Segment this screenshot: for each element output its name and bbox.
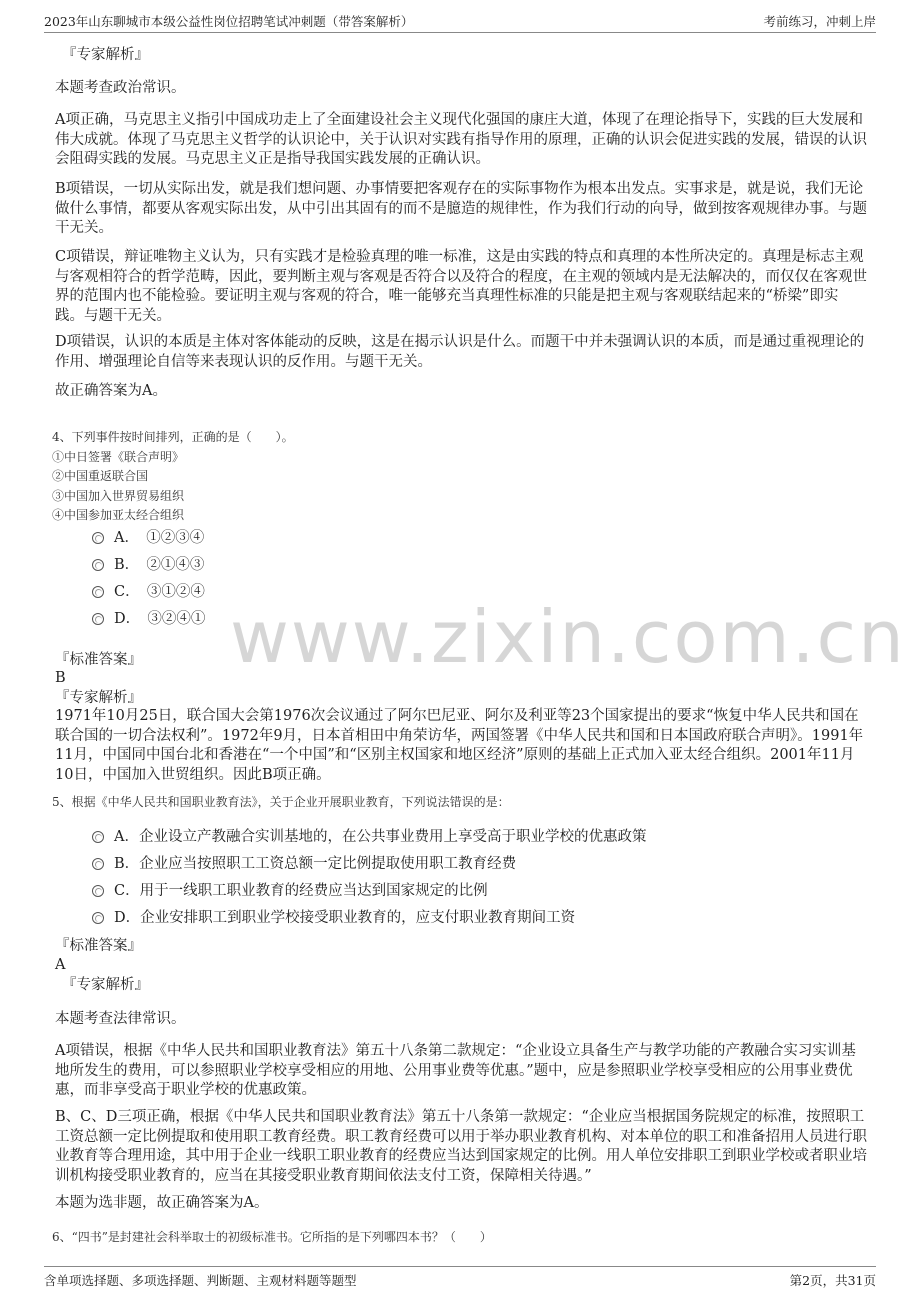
q3-analysis-paragraph: 本题考查政治常识。: [55, 80, 186, 96]
analysis-text: 1971年10月25日，联合国大会第1976次会议通过了阿尔巴尼亚、阿尔及利亚等23个国家提出的要求“恢复中华人民共和国在联合国的一切合法权利”。1972年9月，日本首相田中角荣访华，两国签署《中华人民共和国和日本国政府联合声明》。1991年11月，中国同中国台北和香港在“一个中国”和“区别主权国家和地区经济”原则的基础上正式加入亚太经合组织。2001年11月10日，中国加入世贸组织。因此B项正确。: [55, 708, 864, 783]
q3-analysis-paragraph: A项正确，马克思主义指引中国成功走上了全面建设社会主义现代化强国的康庄大道，体现了在理论指导下，实践的巨大发展和伟大成就。体现了马克思主义哲学的认识论中，关于认识对实践有指导作用的原理，正确的认识会促进实践的发展，错误的认识会阻碍实践的发展。马克思主义正是指导我国实践发展的正确认识。: [55, 112, 867, 167]
analysis-text: B、C、D三项正确，根据《中华人民共和国职业教育法》第五十八条第一款规定：“企业应当根据国务院规定的标准，按照职工工资总额一定比例提取和使用职工教育经费。职工教育经费可以用于举办职业教育机构、对本单位的职工和准备招用人员进行职业教育等合理用途，其中用于企业一线职工职业教育的经费应当达到国家规定的比例。用人单位安排职工到职业学校或者职业培训机构接受职业教育的，应当在其接受职业教育期间依法支付工资，保障相关待遇。”: [55, 1109, 867, 1184]
question-stem: 6、“四书”是封建社会科举取士的初级标准书。它所指的是下列哪四本书？（ ）: [52, 1230, 492, 1244]
analysis-label: 『专家解析』: [55, 690, 142, 706]
analysis-text: A项错误，根据《中华人民共和国职业教育法》第五十八条第二款规定：“企业设立具备生产与教学功能的产教融合实习实训基地所发生的费用，可以参照职业学校享受相应的用地、公用事业费等优惠。”题中，应是参照职业学校享受相应的公用事业费优惠，而非享受高于职业学校的优惠政策。: [55, 1043, 856, 1098]
radio-icon[interactable]: [92, 912, 104, 924]
document-title: 2023年山东聊城市本级公益性岗位招聘笔试冲刺题（带答案解析）: [44, 14, 414, 29]
option-b[interactable]: B．企业应当按照职工工资总额一定比例提取使用职工教育经费: [92, 854, 516, 874]
radio-icon[interactable]: [92, 559, 104, 571]
radio-icon[interactable]: [92, 831, 104, 843]
q3-analysis-paragraph: D项错误，认识的本质是主体对客体能动的反映，这是在揭示认识是什么。而题干中并未强调认识的本质，而是通过重视理论的作用、增强理论自信等来表现认识的反作用。与题干无关。: [55, 334, 865, 370]
answer-value: A: [55, 957, 66, 973]
analysis-text: 本题考查法律常识。: [55, 1011, 186, 1027]
option-c[interactable]: C．用于一线职工职业教育的经费应当达到国家规定的比例: [92, 881, 488, 901]
footer-note: 含单项选择题、多项选择题、判断题、主观材料题等题型: [44, 1273, 357, 1288]
analysis-conclusion: 本题为选非题，故正确答案为A。: [55, 1195, 269, 1211]
option-a[interactable]: A．企业设立产教融合实训基地的，在公共事业费用上享受高于职业学校的优惠政策: [92, 827, 646, 847]
q3-analysis-label: 『专家解析』: [62, 47, 149, 63]
radio-icon[interactable]: [92, 885, 104, 897]
header-slogan: 考前练习，冲刺上岸: [763, 14, 876, 29]
analysis-label: 『专家解析』: [62, 977, 149, 993]
question-stem: 4、下列事件按时间排列，正确的是（ ）。: [52, 430, 294, 444]
q3-analysis-paragraph: C项错误，辩证唯物主义认为，只有实践才是检验真理的唯一标准，这是由实践的特点和真理的本性所决定的。真理是标志主观与客观相符合的哲学范畴，因此，要判断主观与客观是否符合以及符合的程度，在主观的领域内是无法解决的，而仅仅在客观世界的范围内也不能检验。要证明主观与客观的符合，唯一能够充当真理性标准的只能是把主观与客观联结起来的“桥梁”即实践。与题干无关。: [55, 249, 867, 324]
answer-label: 『标准答案』: [55, 652, 142, 668]
page-footer: [44, 1266, 876, 1289]
radio-icon[interactable]: [92, 532, 104, 544]
radio-icon[interactable]: [92, 613, 104, 625]
page-header: [44, 10, 876, 33]
question-item: ②中国重返联合国: [52, 469, 149, 483]
question-item: ③中国加入世界贸易组织: [52, 489, 185, 503]
option-d[interactable]: D．企业安排职工到职业学校接受职业教育的，应支付职业教育期间工资: [92, 908, 575, 928]
radio-icon[interactable]: [92, 858, 104, 870]
answer-label: 『标准答案』: [55, 938, 142, 954]
option-d[interactable]: D． ③②④①: [92, 609, 205, 629]
question-stem: 5、根据《中华人民共和国职业教育法》，关于企业开展职业教育，下列说法错误的是：: [52, 795, 510, 809]
question-item: ①中日签署《联合声明》: [52, 450, 185, 464]
option-c[interactable]: C． ③①②④: [92, 582, 205, 602]
option-a[interactable]: A． ①②③④: [92, 528, 204, 548]
radio-icon[interactable]: [92, 586, 104, 598]
option-b[interactable]: B． ②①④③: [92, 555, 204, 575]
question-item: ④中国参加亚太经合组织: [52, 508, 185, 522]
q3-conclusion: 故正确答案为A。: [55, 383, 167, 399]
q3-analysis-paragraph: B项错误，一切从实际出发，就是我们想问题、办事情要把客观存在的实际事物作为根本出发点。实事求是，就是说，我们无论做什么事情，都要从客观实际出发，从中引出其固有的而不是臆造的规律性，作为我们行动的向导，做到按客观规律办事。与题干无关。: [55, 181, 867, 236]
answer-value: B: [55, 670, 66, 686]
page-number: 第2页，共31页: [789, 1273, 876, 1288]
watermark: www.zixin.com.cn: [230, 595, 906, 679]
